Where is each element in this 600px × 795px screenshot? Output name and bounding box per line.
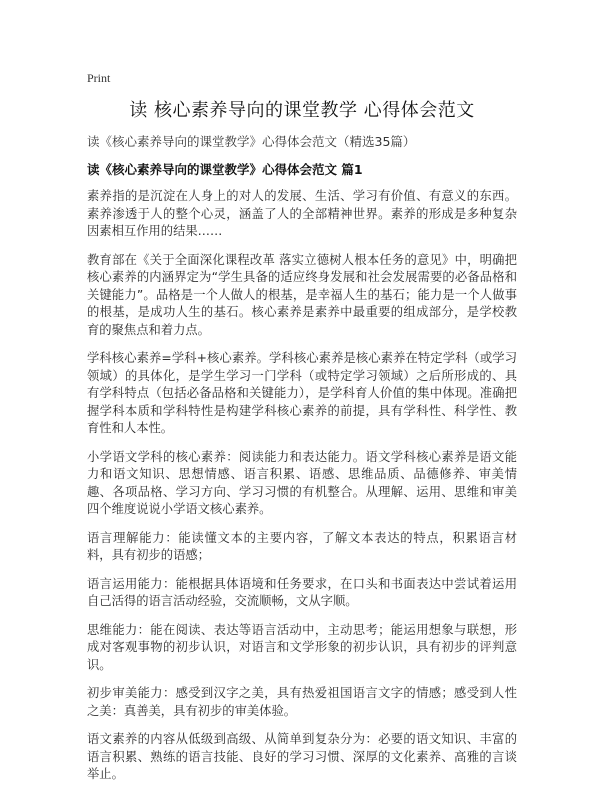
section-heading: 读《核心素养导向的课堂教学》心得体会范文 篇1 xyxy=(87,162,363,177)
paragraph-6: 语言运用能力：能根据具体语境和任务要求，在口头和书面表达中尝试着运用自己活得的语言活动经验，交流顺畅，文从字顺。 xyxy=(87,576,517,608)
paragraph-8: 初步审美能力：感受到汉字之美，具有热爱祖国语言文字的情感；感受到人性之美：真善美，具有初步的审美体验。 xyxy=(87,686,517,718)
paragraph-3: 学科核心素养=学科+核心素养。学科核心素养是核心素养在特定学科（或学习领域）的具体化，是学生学习一门学科（或特定学习领域）之后所形成的、具有学科特点（包括必备品格和关键能力），是学科育人价值的集中体现。准确把握学科本质和学科特性是构建学科核心素养的前提，具有学科性、科学性、教育性和人本性。 xyxy=(87,351,517,435)
print-label: Print xyxy=(87,71,111,85)
paragraph-5: 语言理解能力：能读懂文本的主要内容，了解文本表达的特点，积累语言材料，具有初步的语感； xyxy=(87,530,517,562)
document-title: 读 核心素养导向的课堂教学 心得体会范文 xyxy=(129,100,475,121)
paragraph-4: 小学语文学科的核心素养：阅读能力和表达能力。语文学科核心素养是语文能力和语文知识、思想情感、语言积累、语感、思维品质、品德修养、审美情趣、各项品格、学习方向、学习习惯的有机整合。从理解、运用、思维和审美四个维度说说小学语文核心素养。 xyxy=(87,449,517,516)
paragraph-2: 教育部在《关于全面深化课程改革 落实立德树人根本任务的意见》中，明确把核心素养的内涵界定为“学生具备的适应终身发展和社会发展需要的必备品格和关键能力”。品格是一个人做人的根基，是幸福人生的基石；能力是一个人做事的根基，是成功人生的基石。核心素养是素养中最重要的组成部分，是学校教育的聚焦点和着力点。 xyxy=(87,252,517,337)
document-page xyxy=(87,70,517,795)
document-subtitle: 读《核心素养导向的课堂教学》心得体会范文（精选35篇） xyxy=(87,134,416,149)
paragraph-9: 语文素养的内容从低级到高级、从简单到复杂分为：必要的语文知识、丰富的语言积累、熟练的语言技能、良好的学习习惯、深厚的文化素养、高雅的言谈举止。 xyxy=(87,732,517,781)
paragraph-7: 思维能力：能在阅读、表达等语言活动中，主动思考；能运用想象与联想，形成对客观事物的初步认识，对语言和文学形象的初步认识，具有初步的评判意识。 xyxy=(87,622,517,672)
paragraph-1: 素养指的是沉淀在人身上的对人的发展、生活、学习有价值、有意义的东西。素养渗透于人的整个心灵，涵盖了人的全部精神世界。素养的形成是多种复杂因素相互作用的结果…… xyxy=(87,189,517,238)
